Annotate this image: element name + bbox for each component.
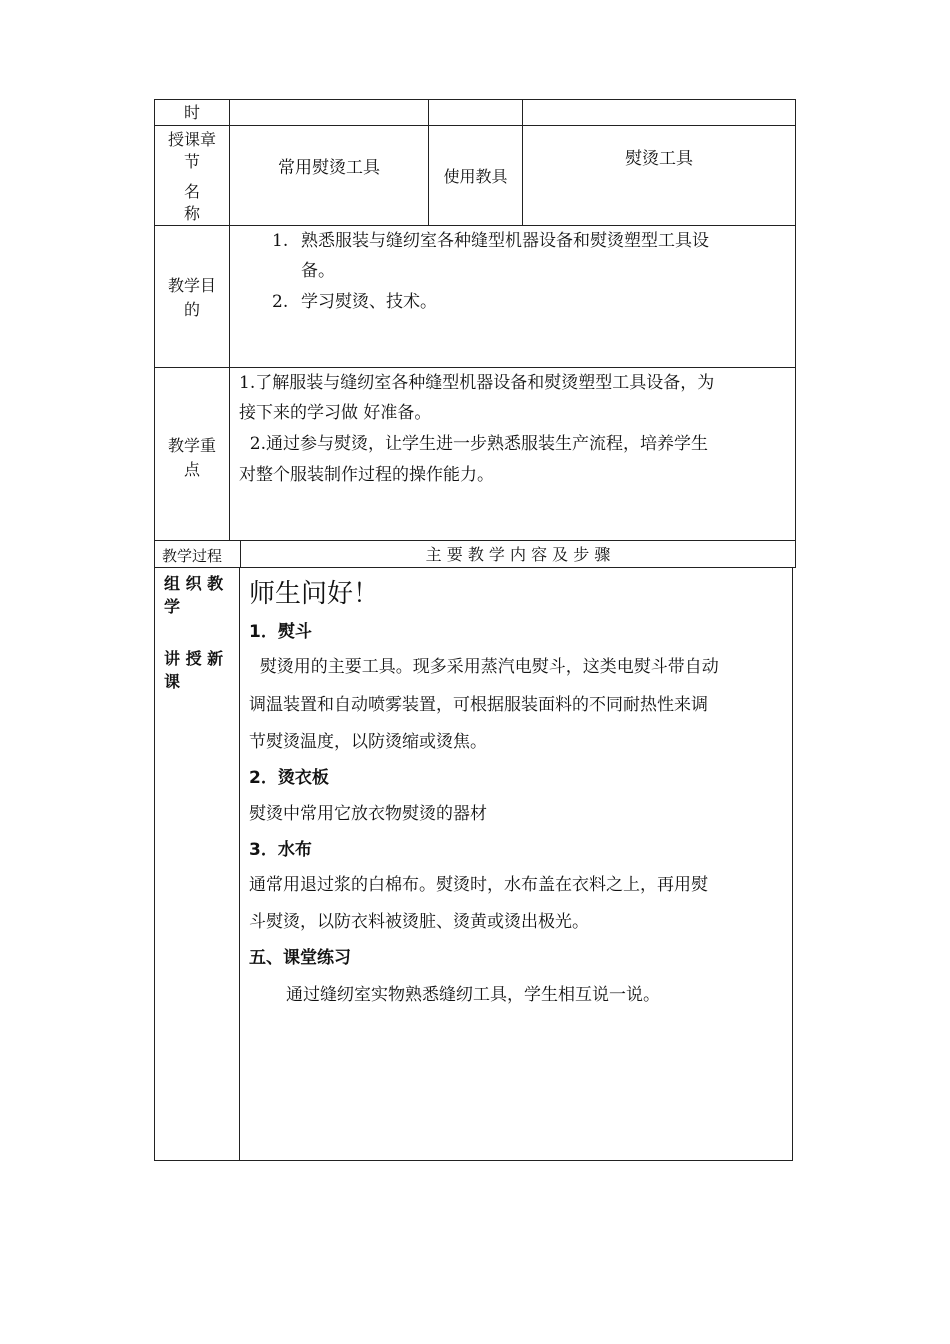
new-lesson-label: 课 bbox=[164, 672, 181, 691]
chapter-label-line: 授课章 bbox=[167, 130, 216, 149]
objectives-label-line: 教学目 bbox=[167, 276, 216, 295]
section-body-line: 通常用退过浆的白棉布。熨烫时，水布盖在衣料之上，再用熨 bbox=[249, 875, 708, 895]
section-heading-iron: 1．熨斗 bbox=[249, 622, 312, 642]
table-border bbox=[154, 367, 796, 368]
section-heading-practice: 五、课堂练习 bbox=[249, 948, 351, 968]
chapter-label-line: 称 bbox=[183, 204, 200, 223]
greeting-heading: 师生问好！ bbox=[249, 579, 380, 609]
table-border bbox=[154, 567, 796, 568]
objective-text: 熟悉服装与缝纫室各种缝型机器设备和熨烫塑型工具设 bbox=[301, 231, 709, 251]
table-border bbox=[792, 567, 793, 1161]
main-content-heading: 主 要 教 学 内 容 及 步 骤 bbox=[425, 545, 611, 564]
objectives-label-line: 的 bbox=[183, 300, 200, 319]
teaching-tools-value: 熨烫工具 bbox=[625, 149, 693, 169]
table-border bbox=[795, 540, 796, 567]
section-body-line: 通过缝纫室实物熟悉缝纫工具，学生相互说一说。 bbox=[286, 985, 660, 1005]
table-border bbox=[154, 99, 796, 100]
table-border bbox=[154, 1160, 793, 1161]
table-border bbox=[795, 99, 796, 540]
table-border bbox=[154, 225, 796, 226]
organize-teaching-label: 组 织 教 bbox=[164, 574, 224, 593]
period-label: 时 bbox=[183, 103, 200, 122]
key-point-line: 1.了解服装与缝纫室各种缝型机器设备和熨烫塑型工具设备，为 bbox=[239, 373, 715, 393]
section-body-line: 熨烫中常用它放衣物熨烫的器材 bbox=[249, 804, 487, 824]
new-lesson-label: 讲 授 新 bbox=[164, 649, 224, 668]
objective-number: 2. bbox=[272, 292, 289, 312]
objective-number: 1. bbox=[272, 231, 289, 251]
teaching-process-label: 教学过程 bbox=[162, 547, 223, 565]
section-body-line: 节熨烫温度，以防烫缩或烫焦。 bbox=[249, 732, 487, 752]
key-points-label-line: 教学重 bbox=[167, 436, 216, 455]
key-point-line: 对整个服装制作过程的操作能力。 bbox=[239, 465, 494, 485]
table-border bbox=[154, 125, 796, 126]
section-body-line: 调温装置和自动喷雾装置，可根据服装面料的不同耐热性来调 bbox=[249, 695, 708, 715]
key-point-line: 2.通过参与熨烫，让学生进一步熟悉服装生产流程，培养学生 bbox=[239, 434, 709, 454]
key-points-label-line: 点 bbox=[183, 460, 200, 479]
section-body-line: 斗熨烫，以防衣料被烫脏、烫黄或烫出极光。 bbox=[249, 912, 589, 932]
chapter-label-line: 名 bbox=[183, 182, 200, 201]
key-point-line: 接下来的学习做 好准备。 bbox=[239, 403, 432, 423]
chapter-label-line: 节 bbox=[183, 152, 200, 171]
objective-text: 学习熨烫、技术。 bbox=[301, 292, 437, 312]
table-border bbox=[154, 99, 155, 1161]
table-border bbox=[428, 99, 429, 225]
objective-text: 备。 bbox=[301, 261, 335, 281]
table-border bbox=[239, 567, 240, 1161]
table-border bbox=[154, 540, 796, 541]
organize-teaching-label: 学 bbox=[164, 597, 181, 616]
teaching-tools-label: 使用教具 bbox=[443, 167, 508, 186]
chapter-name: 常用熨烫工具 bbox=[278, 158, 380, 178]
section-heading-pressing-cloth: 3．水布 bbox=[249, 840, 312, 860]
section-body-line: 熨烫用的主要工具。现多采用蒸汽电熨斗，这类电熨斗带自动 bbox=[249, 657, 719, 677]
section-heading-ironing-board: 2．烫衣板 bbox=[249, 768, 329, 788]
